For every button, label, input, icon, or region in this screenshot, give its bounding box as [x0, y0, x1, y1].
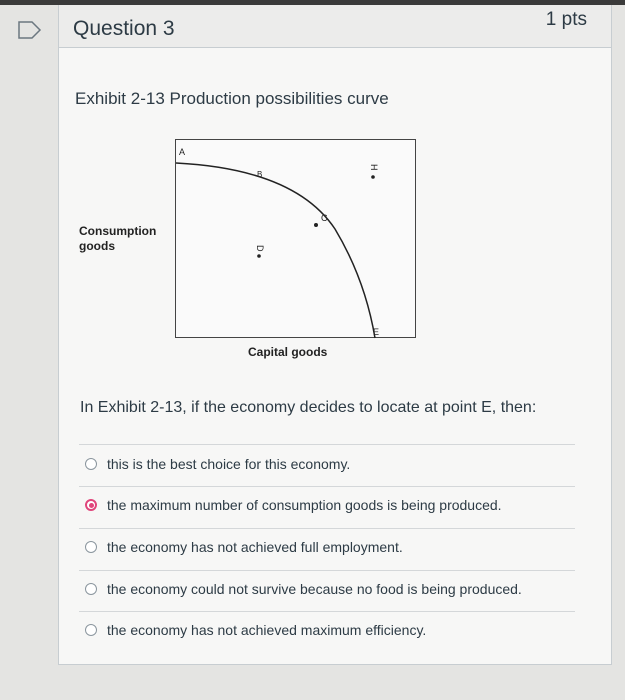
answer-option-3[interactable] [85, 536, 403, 558]
answer-divider [79, 611, 575, 612]
point-b-label: B [257, 170, 263, 179]
answer-label: the economy could not survive because no food is being produced. [107, 581, 522, 597]
answer-option-2[interactable] [85, 494, 502, 516]
answer-divider [79, 570, 575, 571]
radio-icon[interactable] [85, 624, 97, 636]
answer-option-1[interactable] [85, 453, 350, 475]
answer-label: this is the best choice for this economy. [107, 456, 351, 472]
y-axis-label-line2: goods [79, 239, 115, 253]
question-card [58, 5, 612, 665]
radio-icon[interactable] [85, 458, 97, 470]
point-c-dot [314, 223, 318, 227]
answer-divider [79, 486, 575, 487]
answer-option-5[interactable] [85, 619, 426, 641]
point-c-label: C [321, 213, 328, 223]
radio-icon[interactable] [85, 583, 97, 595]
question-prompt: In Exhibit 2-13, if the economy decides to locate at point E, then: [80, 399, 537, 416]
y-axis-label-line1: Consumption [79, 224, 157, 238]
answer-label: the economy has not achieved maximum efficiency. [107, 622, 427, 638]
point-e-label: E [373, 327, 380, 337]
answer-divider [79, 528, 575, 529]
exhibit-title: Exhibit 2-13 Production possibilities curve [75, 89, 389, 108]
answer-label: the economy has not achieved full employment. [107, 539, 403, 555]
point-d-dot [257, 254, 261, 258]
y-axis-label [79, 224, 156, 254]
answer-divider [79, 444, 575, 445]
flag-icon[interactable] [18, 21, 42, 39]
point-d-label: D [255, 245, 265, 252]
point-h-label: H [369, 164, 379, 171]
point-h-dot [371, 175, 375, 179]
question-points: 1 pts [545, 9, 587, 30]
question-header [59, 5, 611, 48]
question-title: Question 3 [73, 17, 175, 40]
point-a-label: A [179, 147, 186, 157]
ppc-graph [175, 139, 417, 339]
answer-label: the maximum number of consumption goods is being produced. [107, 497, 502, 513]
radio-selected-icon[interactable] [85, 499, 97, 511]
x-axis-label: Capital goods [248, 345, 328, 359]
answer-option-4[interactable] [85, 578, 522, 600]
radio-icon[interactable] [85, 541, 97, 553]
